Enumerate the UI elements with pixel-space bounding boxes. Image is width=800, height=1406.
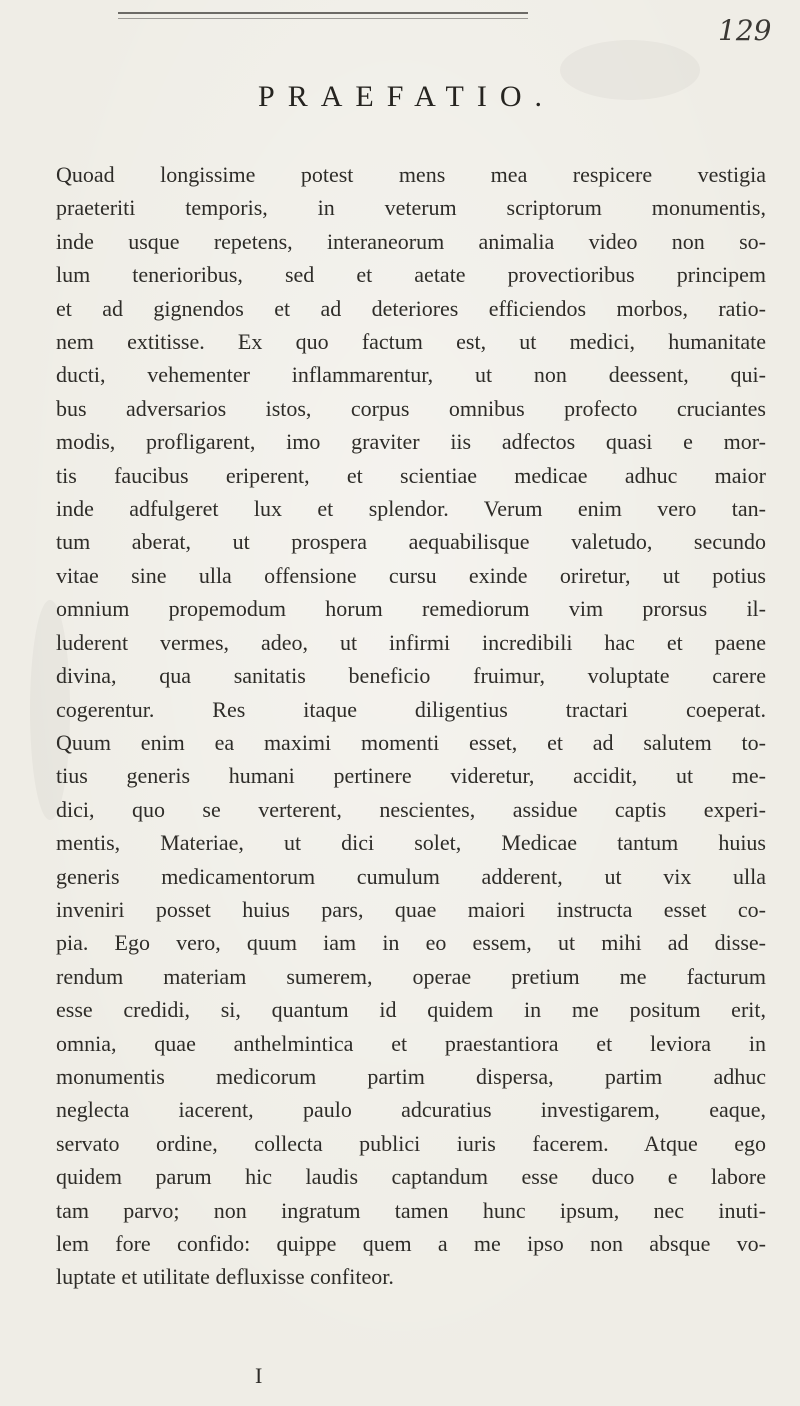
text-line: vitae sine ulla offensione cursu exinde oriretur, ut potius bbox=[56, 562, 766, 588]
text-line: luptate et utilitate defluxisse confiteor. bbox=[56, 1264, 394, 1290]
text-line: monumentis medicorum partim dispersa, partim adhuc bbox=[56, 1063, 766, 1089]
text-line: luderent vermes, adeo, ut infirmi incredibili hac et paene bbox=[56, 629, 766, 655]
text-line: tius generis humani pertinere videretur, accidit, ut me- bbox=[56, 763, 766, 789]
text-line: omnia, quae anthelmintica et praestantiora et leviora in bbox=[56, 1030, 766, 1056]
text-line: inde usque repetens, interaneorum animalia video non so- bbox=[56, 228, 766, 254]
text-line: inde adfulgeret lux et splendor. Verum enim vero tan- bbox=[56, 496, 766, 522]
text-line: inveniri posset huius pars, quae maiori instructa esset co- bbox=[56, 896, 766, 922]
text-line: esse credidi, si, quantum id quidem in me positum erit, bbox=[56, 997, 766, 1023]
text-line: nem extitisse. Ex quo factum est, ut medici, humanitate bbox=[56, 329, 766, 355]
text-line: lum tenerioribus, sed et aetate provectioribus principem bbox=[56, 262, 766, 288]
header-rule bbox=[118, 12, 528, 19]
text-line: pia. Ego vero, quum iam in eo essem, ut mihi ad disse- bbox=[56, 930, 766, 956]
text-line: ducti, vehementer inflammarentur, ut non deessent, qui- bbox=[56, 362, 766, 388]
page-title: PRAEFATIO. bbox=[258, 80, 555, 113]
text-line: Quoad longissime potest mens mea respicere vestigia bbox=[56, 162, 766, 187]
text-line: modis, profligarent, imo graviter iis adfectos quasi e mor- bbox=[56, 429, 766, 455]
text-line: neglecta iacerent, paulo adcuratius investigarem, eaque, bbox=[56, 1097, 766, 1123]
text-line: rendum materiam sumerem, operae pretium me facturum bbox=[56, 963, 766, 989]
text-line: bus adversarios istos, corpus omnibus profecto cruciantes bbox=[56, 395, 766, 421]
text-line: tum aberat, ut prospera aequabilisque valetudo, secundo bbox=[56, 529, 766, 555]
text-line: Quum enim ea maximi momenti esset, et ad salutem to- bbox=[56, 729, 766, 755]
text-line: tis faucibus eriperent, et scientiae medicae adhuc maior bbox=[56, 462, 766, 488]
body-text bbox=[56, 158, 766, 1294]
text-line: tam parvo; non ingratum tamen hunc ipsum, nec inuti- bbox=[56, 1197, 766, 1223]
page-number: 129 bbox=[718, 14, 772, 47]
text-line: cogerentur. Res itaque diligentius tractari coeperat. bbox=[56, 696, 766, 722]
text-line: praeteriti temporis, in veterum scriptorum monumentis, bbox=[56, 195, 766, 221]
text-line: omnium propemodum horum remediorum vim prorsus il- bbox=[56, 596, 766, 622]
text-line: lem fore confido: quippe quem a me ipso non absque vo- bbox=[56, 1231, 766, 1256]
text-line: divina, qua sanitatis beneficio fruimur, voluptate carere bbox=[56, 663, 766, 689]
signature-mark: I bbox=[255, 1363, 263, 1388]
text-line: dici, quo se verterent, nescientes, assidue captis experi- bbox=[56, 796, 766, 822]
text-line: et ad gignendos et ad deteriores efficiendos morbos, ratio- bbox=[56, 295, 766, 321]
text-line: quidem parum hic laudis captandum esse duco e labore bbox=[56, 1164, 766, 1190]
text-line: servato ordine, collecta publici iuris facerem. Atque ego bbox=[56, 1130, 766, 1156]
text-line: mentis, Materiae, ut dici solet, Medicae tantum huius bbox=[56, 830, 766, 856]
text-line: generis medicamentorum cumulum adderent, ut vix ulla bbox=[56, 863, 766, 889]
